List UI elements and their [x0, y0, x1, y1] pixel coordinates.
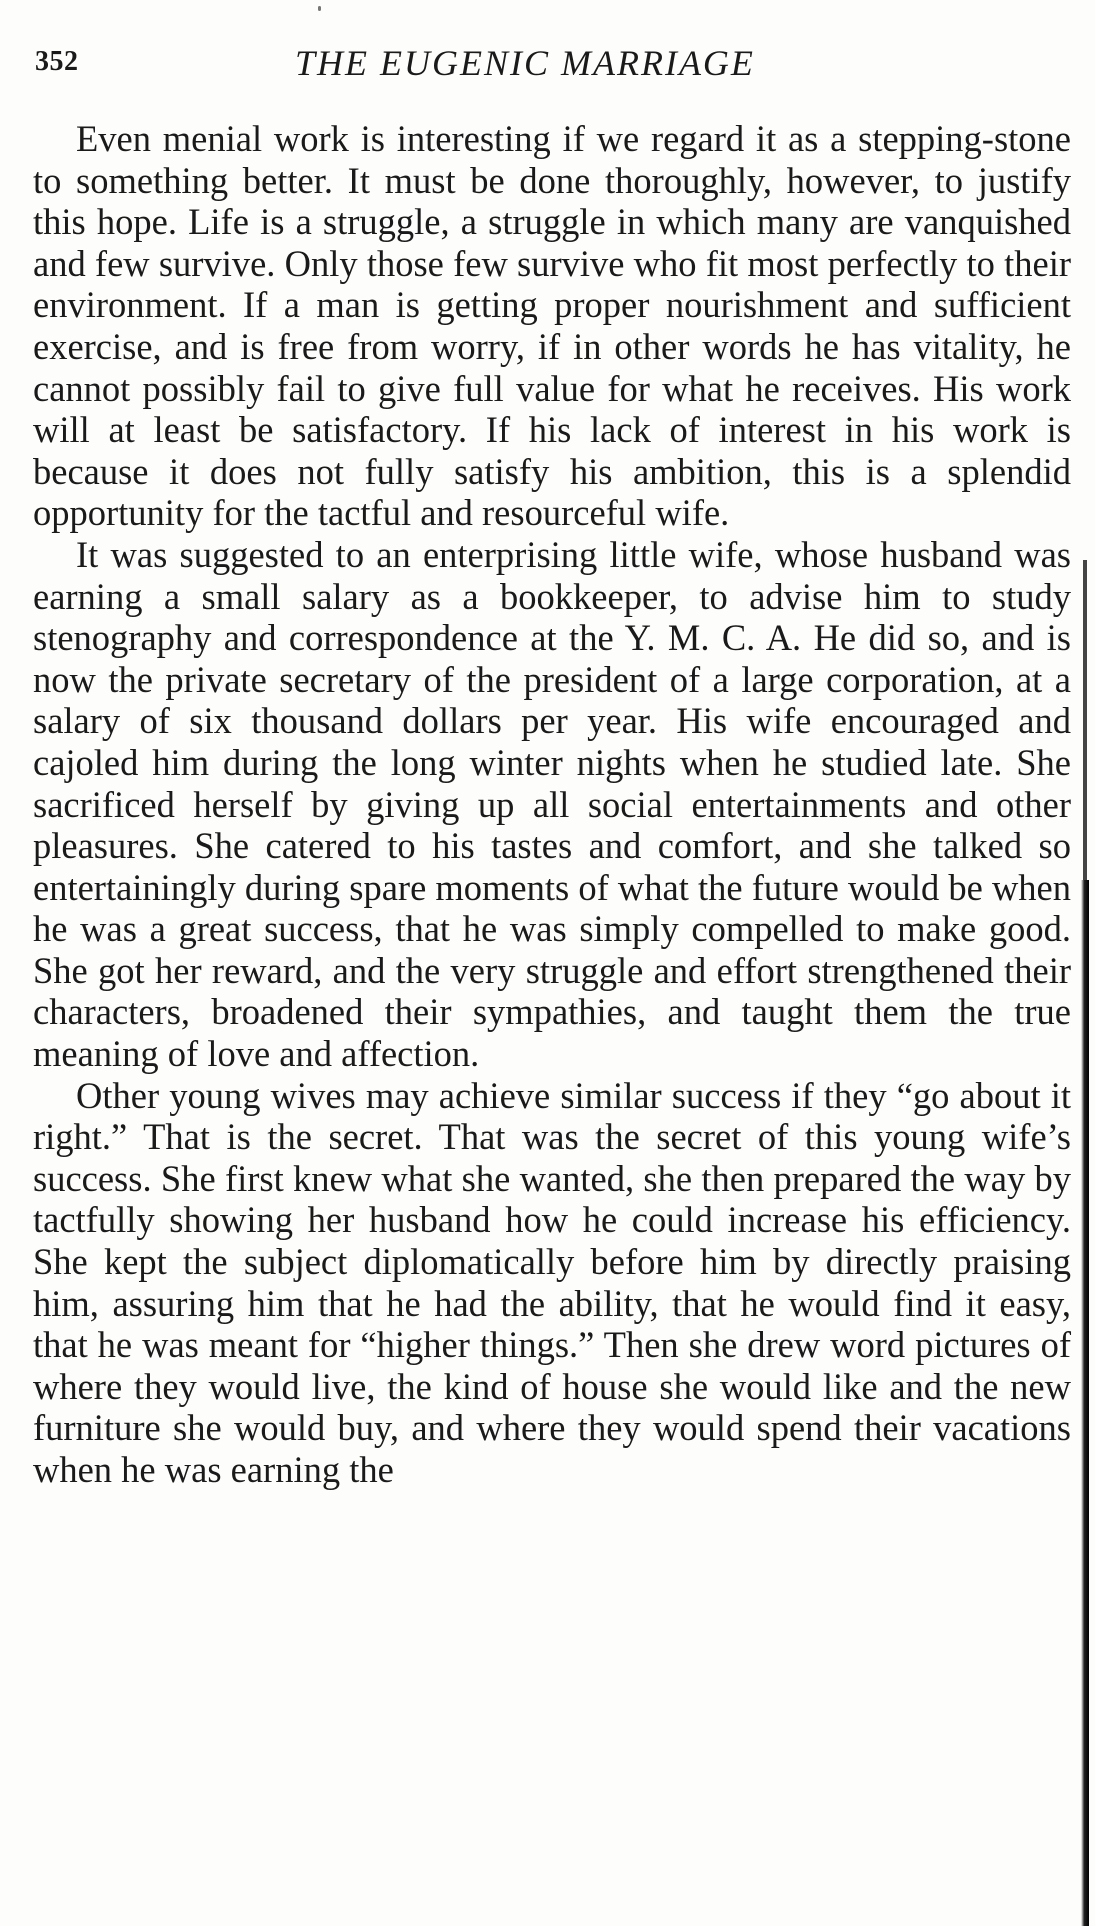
- running-title: THE EUGENIC MARRIAGE: [295, 43, 755, 83]
- paragraph-2: It was suggested to an enterprising little wife, whose husband was earning a small salary as a bookkeeper, to advise him to study stenography and correspondence at the Y. M. C. A. He did so, and is now the private secretary of the president of a large corporation, at a salary of six thousand dollars per year. His wife encouraged and cajoled him during the long winter nights when he studied late. She sacrificed herself by giving up all social entertainments and other pleasures. She catered to his tastes and comfort, and she talked so entertainingly during spare moments of what the future would be when he was a great success, that he was simply compelled to make good. She got her reward, and the very struggle and effort strengthened their characters, broadened their sympathies, and taught them the true meaning of love and affection.: [33, 533, 1071, 1075]
- page-edge-shadow-top: [1083, 560, 1087, 880]
- paragraph-1: Even menial work is interesting if we regard it as a stepping-stone to something better. It must be done thoroughly, however, to justify this hope. Life is a struggle, a struggle in which many are vanquished and few survive. Only those few survive who fit most perfectly to their environment. If a man is getting proper nourishment and sufficient exercise, and is free from worry, if in other words he has vitality, he cannot possibly fail to give full value for what he receives. His work will at least be satisfactory. If his lack of interest in his work is because it does not fully satisfy his ambition, this is a splendid opportunity for the tactful and resourceful wife.: [33, 118, 1071, 534]
- page-header: [35, 42, 1065, 82]
- page-edge-shadow: [1081, 880, 1089, 1926]
- page-number: 352: [35, 46, 79, 77]
- print-speck: [318, 6, 321, 11]
- body-text: [33, 118, 1071, 1491]
- paragraph-3: Other young wives may achieve similar success if they “go about it right.” That is the secret. That was the secret of this young wife’s success. She first knew what she wanted, she then prepared the way by tactfully showing her husband how he could increase his efficiency. She kept the subject diplomatically before him by directly praising him, assuring him that he had the ability, that he would find it easy, that he was meant for “higher things.” Then she drew word pictures of where they would live, the kind of house she would like and the new furniture she would buy, and where they would spend their vacations when he was earning the: [33, 1074, 1071, 1490]
